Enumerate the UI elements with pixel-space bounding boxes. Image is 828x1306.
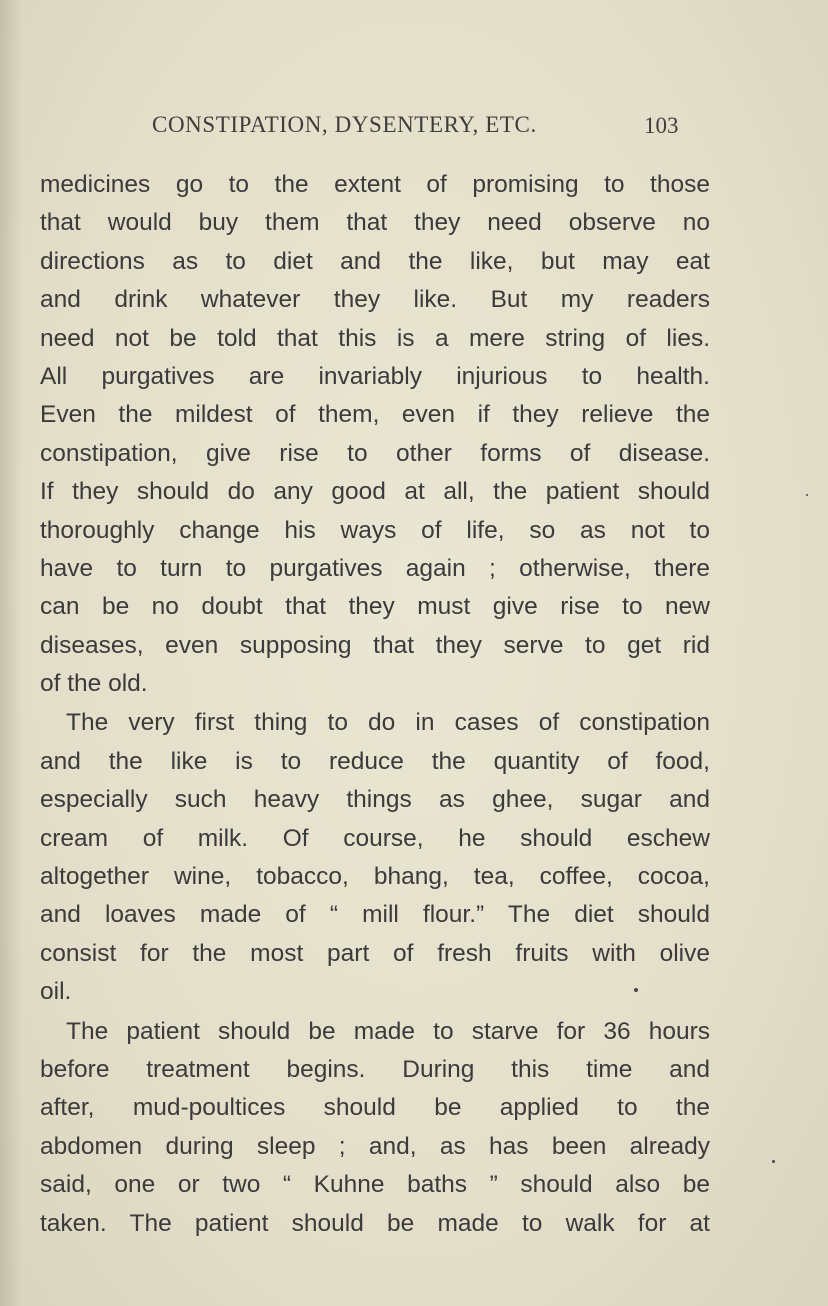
text-line: before treatment begins. During this time and <box>40 1055 710 1083</box>
paragraph-3 <box>40 1013 710 1243</box>
text-line: The patient should be made to starve for 36 hours <box>66 1017 710 1045</box>
text-line: abdomen during sleep ; and, as has been already <box>40 1132 710 1160</box>
paragraph-1 <box>40 166 710 703</box>
text-line: that would buy them that they need observe no <box>40 209 710 237</box>
text-line: especially such heavy things as ghee, sugar and <box>40 786 710 814</box>
text-line: constipation, give rise to other forms of disease. <box>40 439 710 467</box>
text-line: need not be told that this is a mere string of lies. <box>40 324 710 352</box>
text-line: said, one or two “ Kuhne baths ” should also be <box>40 1171 710 1199</box>
text-line: diseases, even supposing that they serve to get rid <box>40 631 710 659</box>
text-line: have to turn to purgatives again ; otherwise, there <box>40 554 710 582</box>
body-text <box>40 166 710 1243</box>
print-speck <box>772 1160 775 1163</box>
text-line: If they should do any good at all, the patient should <box>40 478 710 506</box>
text-line: cream of milk. Of course, he should eschew <box>40 824 710 852</box>
text-line: Even the mildest of them, even if they relieve the <box>40 401 710 429</box>
running-header <box>0 112 828 146</box>
text-line: consist for the most part of fresh fruits with olive <box>40 939 710 967</box>
text-line: after, mud-poultices should be applied to the <box>40 1094 710 1122</box>
print-speck <box>806 494 808 496</box>
text-line: taken. The patient should be made to walk for at <box>40 1209 710 1237</box>
text-line: medicines go to the extent of promising to those <box>40 171 710 198</box>
page-number: 103 <box>644 113 679 138</box>
text-line: and the like is to reduce the quantity of food, <box>40 747 710 775</box>
text-line: can be no doubt that they must give rise to new <box>40 593 710 621</box>
text-line: directions as to diet and the like, but may eat <box>40 247 710 275</box>
text-line: All purgatives are invariably injurious to health. <box>40 362 710 390</box>
text-line: and drink whatever they like. But my readers <box>40 286 710 314</box>
text-line: thoroughly change his ways of life, so as not to <box>40 516 710 544</box>
text-line: The very first thing to do in cases of constipation <box>66 709 710 737</box>
print-speck <box>634 988 638 992</box>
text-line: of the old. <box>40 670 148 698</box>
text-line: altogether wine, tobacco, bhang, tea, coffee, cocoa, <box>40 863 710 891</box>
page-gutter-shadow <box>0 0 22 1306</box>
text-line: and loaves made of “ mill flour.” The diet should <box>40 901 710 929</box>
running-title: CONSTIPATION, DYSENTERY, ETC. <box>152 112 537 137</box>
text-line: oil. <box>40 978 72 1006</box>
paragraph-2 <box>40 704 710 1011</box>
